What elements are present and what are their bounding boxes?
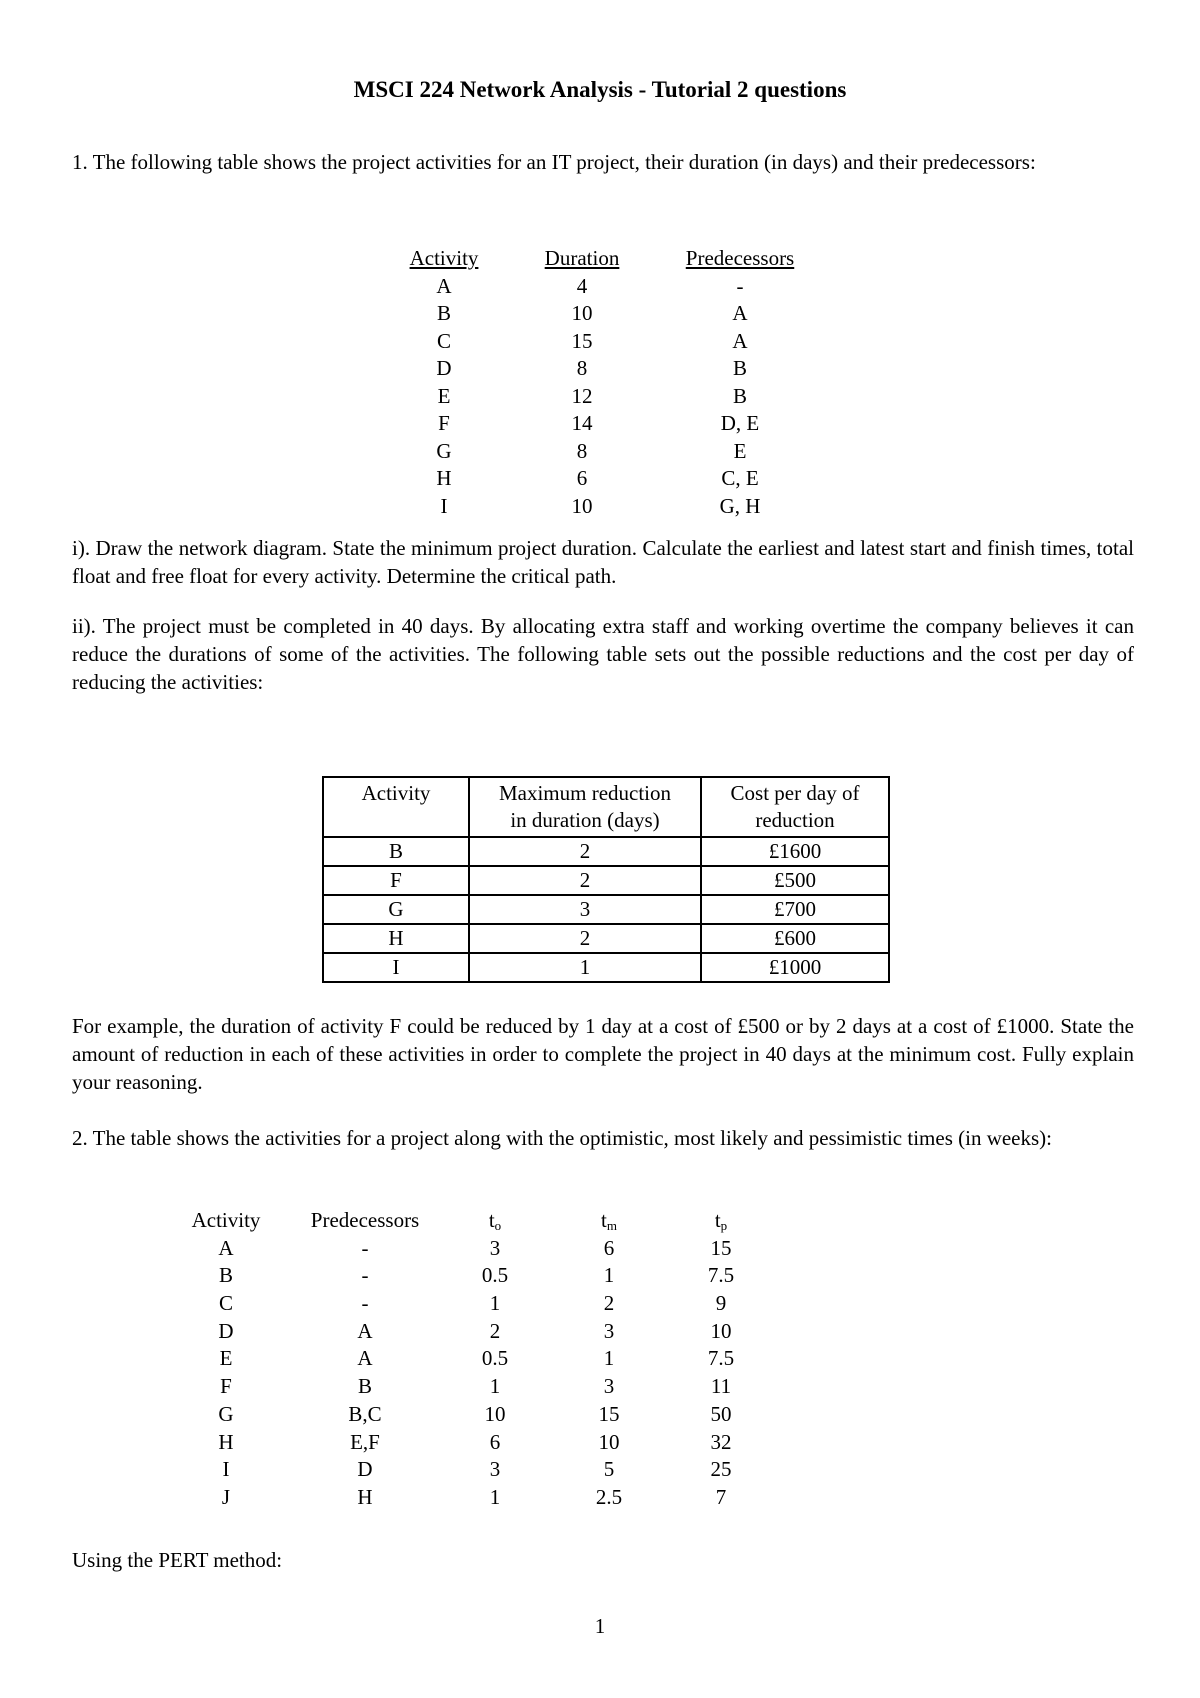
reduction-cell-max: 2	[469, 866, 701, 895]
cell-activity: D	[436, 356, 452, 380]
cell-activity: C	[436, 328, 451, 353]
q1-part-ii: ii). The project must be completed in 40 days. By allocating extra staff and working overtime the company believes it can reduce the durations of some of the activities. The following table sets out the possible reductions and the cost per day of reducing the activities:	[72, 614, 1134, 694]
pert-cell-activity: F	[220, 1374, 232, 1399]
pert-cell-activity: J	[221, 1484, 231, 1509]
reduction-cell-activity: H	[323, 924, 469, 953]
cell-activity: F	[438, 411, 450, 435]
q2-intro: 2. The table shows the activities for a project along with the optimistic, most likely and pessimistic times (in weeks):	[72, 1126, 1053, 1150]
reduction-header-cost	[701, 777, 889, 837]
pert-cell-most-likely: 2.5	[595, 1484, 623, 1509]
reduction-row	[323, 895, 889, 924]
pert-row	[0, 1400, 1200, 1428]
table-row	[0, 327, 1200, 355]
pert-cell-predecessors: A	[357, 1346, 373, 1371]
pert-cell-predecessors: B,C	[348, 1401, 382, 1426]
q1-example: For example, the duration of activity F could be reduced by 1 day at a cost of £500 or by 2 days at a cost of £1000. State the amount of reduction in each of these activities in order to complete the project in 40 days at the minimum cost. Fully explain your reasoning.	[72, 1014, 1134, 1094]
t-symbol: t	[714, 1208, 721, 1232]
table-row	[0, 354, 1200, 382]
reduction-cell-activity: G	[323, 895, 469, 924]
pert-cell-optimistic: 2	[489, 1318, 501, 1343]
pert-row	[0, 1234, 1200, 1262]
pert-cell-activity: I	[222, 1457, 230, 1482]
cell-duration: 8	[576, 356, 588, 380]
pert-table	[0, 1206, 1200, 1511]
pert-cell-predecessors: -	[361, 1263, 369, 1288]
cell-duration: 15	[571, 328, 593, 353]
pert-row	[0, 1483, 1200, 1511]
pert-cell-activity: B	[218, 1263, 233, 1288]
activity-duration-table	[0, 244, 1200, 519]
cell-duration: 8	[576, 438, 588, 463]
pert-cell-predecessors: -	[361, 1235, 369, 1260]
cell-predecessors: G, H	[719, 493, 761, 518]
pert-cell-most-likely: 3	[603, 1374, 615, 1399]
t-subscript: m	[606, 1218, 617, 1233]
t-subscript: p	[720, 1218, 728, 1233]
header-line: reduction	[755, 808, 835, 832]
pert-row	[0, 1317, 1200, 1345]
pert-cell-optimistic: 1	[489, 1291, 501, 1316]
pert-cell-activity: C	[218, 1291, 233, 1316]
reduction-cell-max: 2	[469, 924, 701, 953]
table-row	[0, 409, 1200, 437]
cell-predecessors: E	[733, 438, 747, 463]
pert-cell-pessimistic: 11	[710, 1374, 732, 1399]
pert-cell-optimistic: 3	[489, 1457, 501, 1482]
reduction-cell-max: 2	[469, 837, 701, 866]
pert-cell-most-likely: 6	[603, 1235, 615, 1260]
pert-cell-optimistic: 1	[489, 1374, 501, 1399]
pert-row	[0, 1455, 1200, 1483]
reduction-row	[323, 837, 889, 866]
cell-duration: 6	[576, 466, 588, 490]
pert-cell-pessimistic: 9	[715, 1291, 727, 1316]
pert-cell-optimistic: 0.5	[481, 1263, 509, 1288]
table-row	[0, 382, 1200, 410]
header-activity: Activity	[409, 246, 479, 270]
pert-row	[0, 1372, 1200, 1400]
cell-duration: 12	[571, 383, 593, 408]
reduction-row	[323, 866, 889, 895]
header-line: Cost per day of	[730, 781, 860, 805]
reduction-cell-cost: £700	[701, 895, 889, 924]
cell-predecessors: B	[732, 383, 747, 408]
cell-predecessors: A	[732, 301, 748, 325]
pert-cell-pessimistic: 15	[710, 1235, 732, 1260]
header-predecessors: Predecessors	[685, 246, 795, 270]
pert-cell-activity: A	[218, 1235, 234, 1260]
pert-cell-optimistic: 10	[484, 1401, 506, 1426]
t-symbol: t	[601, 1208, 607, 1232]
pert-cell-activity: H	[218, 1429, 234, 1454]
pert-cell-pessimistic: 10	[710, 1318, 732, 1343]
pert-cell-optimistic: 6	[489, 1429, 501, 1454]
page-title: MSCI 224 Network Analysis - Tutorial 2 questions	[353, 77, 847, 102]
cell-predecessors: -	[736, 273, 744, 298]
pert-cell-predecessors: B	[357, 1374, 372, 1399]
table-row	[0, 437, 1200, 465]
pert-cell-most-likely: 10	[598, 1429, 620, 1454]
pert-row	[0, 1344, 1200, 1372]
t-symbol: t	[488, 1208, 495, 1232]
reduction-cell-max: 3	[469, 895, 701, 924]
pert-cell-most-likely: 3	[603, 1318, 615, 1343]
reduction-row	[323, 953, 889, 982]
table-row	[0, 272, 1200, 300]
cell-predecessors: B	[732, 356, 747, 380]
reduction-cell-activity: F	[323, 866, 469, 895]
cell-activity: A	[436, 273, 452, 298]
pert-cell-most-likely: 5	[603, 1457, 615, 1482]
reduction-cell-cost: £1600	[701, 837, 889, 866]
cell-activity: H	[436, 466, 452, 490]
pert-cell-predecessors: -	[361, 1291, 369, 1316]
cell-duration: 14	[571, 411, 593, 435]
cell-predecessors: A	[732, 328, 748, 353]
pert-cell-activity: D	[218, 1318, 234, 1343]
pert-header-predecessors: Predecessors	[310, 1208, 420, 1232]
pert-cell-pessimistic: 50	[710, 1401, 732, 1426]
q1-intro: 1. The following table shows the project activities for an IT project, their duration (in days) and their predecessors:	[72, 150, 1036, 174]
pert-row	[0, 1428, 1200, 1456]
q1-part-i: i). Draw the network diagram. State the minimum project duration. Calculate the earliest and latest start and finish times, total float and free float for every activity. Determine the critical path.	[72, 536, 1134, 588]
table-row	[0, 492, 1200, 520]
q2-method: Using the PERT method:	[72, 1548, 283, 1572]
table-row	[0, 299, 1200, 327]
reduction-cell-activity: I	[323, 953, 469, 982]
table-row	[0, 464, 1200, 492]
reduction-cell-activity: B	[323, 837, 469, 866]
reduction-table	[322, 776, 890, 983]
pert-cell-activity: E	[219, 1346, 233, 1371]
cell-predecessors: C, E	[721, 466, 759, 490]
pert-cell-pessimistic: 32	[710, 1429, 732, 1454]
reduction-header-row	[323, 777, 889, 837]
cell-predecessors: D, E	[720, 411, 760, 435]
pert-cell-optimistic: 3	[489, 1235, 501, 1260]
pert-header-row	[0, 1206, 1200, 1234]
pert-cell-predecessors: A	[357, 1318, 373, 1343]
cell-duration: 4	[576, 273, 588, 298]
reduction-cell-max: 1	[469, 953, 701, 982]
cell-duration: 10	[571, 493, 593, 518]
pert-cell-pessimistic: 7	[715, 1484, 727, 1509]
pert-cell-predecessors: E,F	[350, 1429, 380, 1454]
t-subscript: o	[494, 1218, 502, 1233]
reduction-header-activity	[323, 777, 469, 837]
reduction-cell-cost: £1000	[701, 953, 889, 982]
pert-cell-pessimistic: 7.5	[707, 1346, 735, 1371]
page-number: 1	[594, 1614, 606, 1638]
cell-duration: 10	[571, 301, 593, 325]
header-line: Activity	[361, 781, 431, 805]
pert-cell-most-likely: 2	[603, 1291, 615, 1316]
pert-cell-predecessors: D	[357, 1457, 373, 1482]
pert-cell-most-likely: 1	[603, 1346, 615, 1371]
pert-cell-optimistic: 0.5	[481, 1346, 509, 1371]
pert-cell-pessimistic: 25	[710, 1457, 732, 1482]
header-line: Maximum reduction	[498, 781, 672, 805]
pert-row	[0, 1289, 1200, 1317]
pert-cell-predecessors: H	[357, 1484, 373, 1509]
pert-cell-activity: G	[218, 1401, 234, 1426]
pert-header-activity: Activity	[191, 1208, 261, 1232]
reduction-row	[323, 924, 889, 953]
pert-row	[0, 1261, 1200, 1289]
reduction-header-max	[469, 777, 701, 837]
reduction-cell-cost: £600	[701, 924, 889, 953]
header-line: in duration (days)	[510, 808, 660, 832]
cell-activity: I	[440, 493, 448, 518]
pert-cell-pessimistic: 7.5	[707, 1263, 735, 1288]
pert-cell-most-likely: 15	[598, 1401, 620, 1426]
cell-activity: B	[436, 301, 451, 325]
pert-cell-most-likely: 1	[603, 1263, 615, 1288]
table-header-row	[0, 244, 1200, 272]
header-duration: Duration	[544, 246, 620, 270]
reduction-cell-cost: £500	[701, 866, 889, 895]
cell-activity: G	[436, 438, 452, 463]
pert-cell-optimistic: 1	[489, 1484, 501, 1509]
cell-activity: E	[437, 383, 451, 408]
